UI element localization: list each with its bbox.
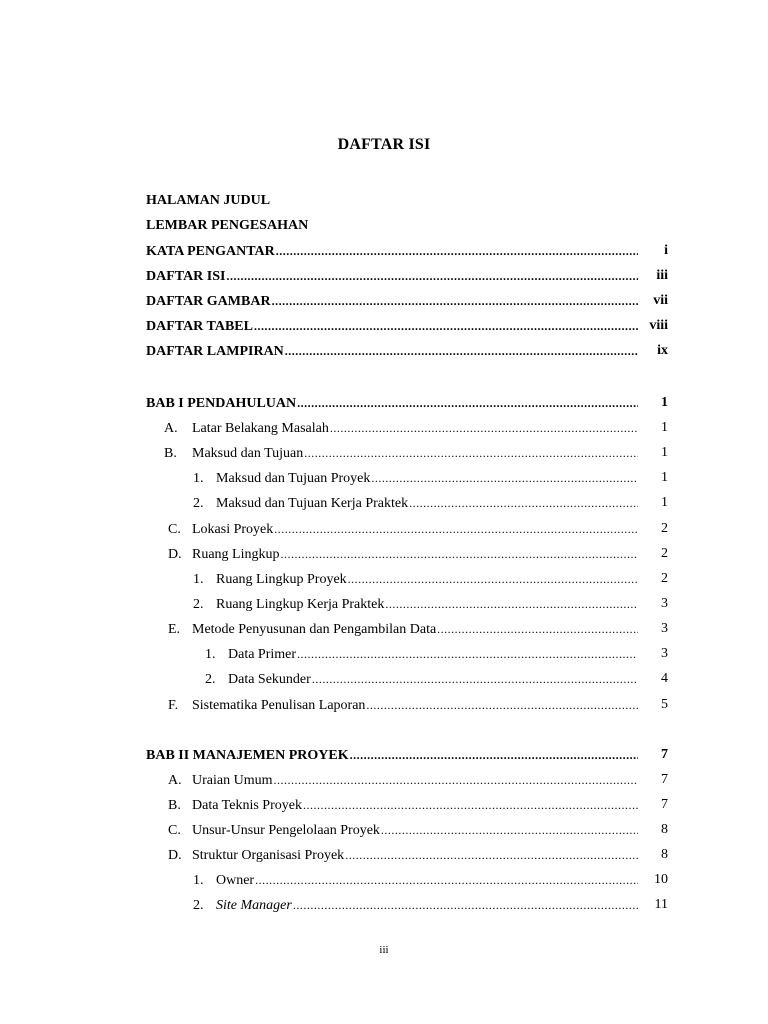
toc-entry-marker: C.: [168, 823, 181, 838]
toc-page-number: 1: [661, 495, 668, 510]
leader-dots: [272, 291, 638, 311]
toc-subentry[interactable]: [193, 468, 640, 488]
toc-entry-marker: 1.: [193, 572, 204, 587]
toc-entry-label: Maksud dan Tujuan Kerja Praktek: [216, 496, 409, 511]
leader-dots: [293, 895, 638, 915]
leader-dots: [304, 443, 638, 463]
leader-dots: [281, 544, 639, 564]
toc-page-number: 8: [661, 822, 668, 837]
leader-dots: [345, 845, 638, 865]
leader-dots: [312, 669, 638, 689]
leader-dots: [276, 241, 638, 261]
toc-entry-label: HALAMAN JUDUL: [146, 193, 271, 208]
toc-entry-marker: A.: [168, 773, 182, 788]
toc-entry-daftar-gambar[interactable]: [146, 291, 640, 311]
leader-dots: [297, 644, 636, 664]
leader-dots: [285, 341, 638, 361]
toc-entry-marker: 2.: [193, 496, 204, 511]
page-footer-number: iii: [379, 944, 389, 956]
toc-entry[interactable]: [168, 619, 640, 639]
toc-chapter-bab-2[interactable]: [146, 745, 640, 765]
toc-entry-label: Ruang Lingkup Proyek: [216, 572, 347, 587]
toc-page-number: 1: [661, 470, 668, 485]
toc-entry-marker: D.: [168, 547, 182, 562]
toc-entry-label: LEMBAR PENGESAHAN: [146, 218, 309, 233]
leader-dots: [409, 493, 638, 513]
leader-dots: [255, 870, 638, 890]
toc-entry[interactable]: [164, 418, 640, 438]
toc-entry-label: Latar Belakang Masalah: [192, 421, 329, 436]
leader-dots: [303, 795, 638, 815]
toc-page-number: 1: [661, 395, 668, 410]
toc-page-number: 3: [661, 596, 668, 611]
toc-page-number: 1: [661, 420, 668, 435]
toc-entry-marker: E.: [168, 622, 181, 637]
toc-entry-kata-pengantar[interactable]: [146, 241, 640, 261]
toc-subentry[interactable]: [193, 493, 640, 513]
toc-entry-label: Lokasi Proyek: [192, 522, 274, 537]
toc-page-number: 7: [661, 772, 668, 787]
toc-page-number: iii: [656, 268, 668, 283]
leader-dots: [297, 393, 638, 413]
toc-entry[interactable]: [168, 544, 640, 564]
toc-entry-label: DAFTAR TABEL: [146, 319, 253, 334]
toc-subentry[interactable]: [205, 644, 638, 664]
toc-page-number: 8: [661, 847, 668, 862]
toc-page-number: 3: [661, 621, 668, 636]
toc-page-number: 5: [661, 697, 668, 712]
leader-dots: [330, 418, 638, 438]
toc-page-number: 2: [661, 546, 668, 561]
toc-entry-label: Owner: [216, 873, 255, 888]
toc-entry-label: Data Primer: [228, 647, 297, 662]
toc-entry-marker: A.: [164, 421, 178, 436]
toc-subentry[interactable]: [193, 569, 640, 589]
leader-dots: [381, 820, 638, 840]
toc-page-number: 2: [661, 521, 668, 536]
toc-page-number: 3: [661, 646, 668, 661]
leader-dots: [350, 745, 638, 765]
toc-page-number: 11: [654, 897, 668, 912]
toc-entry-label: Ruang Lingkup: [192, 547, 280, 562]
toc-entry-label: KATA PENGANTAR: [146, 244, 275, 259]
toc-subentry[interactable]: [193, 594, 640, 614]
toc-page-number: 7: [661, 797, 668, 812]
toc-entry[interactable]: [164, 443, 640, 463]
leader-dots: [385, 594, 638, 614]
toc-entry-label: Sistematika Penulisan Laporan: [192, 698, 366, 713]
toc-entry-label: Struktur Organisasi Proyek: [192, 848, 345, 863]
toc-entry-label: DAFTAR LAMPIRAN: [146, 344, 284, 359]
toc-entry-label: DAFTAR ISI: [146, 269, 226, 284]
toc-entry[interactable]: [168, 695, 640, 715]
toc-entry-label: Metode Penyusunan dan Pengambilan Data: [192, 622, 437, 637]
toc-entry-marker: 2.: [205, 672, 216, 687]
toc-entry-label: Uraian Umum: [192, 773, 273, 788]
toc-page-number: 7: [661, 747, 668, 762]
toc-subentry[interactable]: [193, 870, 640, 890]
toc-entry-label: DAFTAR GAMBAR: [146, 294, 271, 309]
toc-page-number: ix: [657, 343, 668, 358]
leader-dots: [273, 770, 638, 790]
toc-entry-label: BAB II MANAJEMEN PROYEK: [146, 748, 349, 763]
page-title: DAFTAR ISI: [337, 136, 431, 153]
toc-entry-label: Maksud dan Tujuan Proyek: [216, 471, 371, 486]
leader-dots: [366, 695, 638, 715]
toc-entry[interactable]: [168, 820, 640, 840]
toc-entry-label: Unsur-Unsur Pengelolaan Proyek: [192, 823, 380, 838]
toc-entry-marker: 2.: [193, 597, 204, 612]
toc-entry-label: Maksud dan Tujuan: [192, 446, 304, 461]
toc-page-number: viii: [649, 318, 668, 333]
toc-entry-daftar-lampiran[interactable]: [146, 341, 640, 361]
toc-entry[interactable]: [168, 770, 640, 790]
toc-entry-label: Site Manager: [216, 898, 292, 913]
toc-subentry[interactable]: [205, 669, 640, 689]
toc-entry-marker: B.: [164, 446, 177, 461]
toc-entry-marker: 1.: [193, 471, 204, 486]
toc-page-number: 4: [661, 671, 668, 686]
toc-entry-label: Data Teknis Proyek: [192, 798, 302, 813]
toc-entry-marker: C.: [168, 522, 181, 537]
toc-entry-label: BAB I PENDAHULUAN: [146, 396, 297, 411]
toc-page-number: 10: [654, 872, 668, 887]
toc-entry[interactable]: [168, 519, 640, 539]
toc-entry-marker: F.: [168, 698, 179, 713]
toc-entry-label: Ruang Lingkup Kerja Praktek: [216, 597, 385, 612]
toc-page-number: vii: [653, 293, 668, 308]
toc-entry-marker: D.: [168, 848, 182, 863]
toc-entry-marker: 1.: [193, 873, 204, 888]
toc-entry-marker: 2.: [193, 898, 204, 913]
leader-dots: [254, 316, 638, 336]
leader-dots: [274, 519, 638, 539]
toc-entry[interactable]: [168, 795, 640, 815]
toc-entry-daftar-isi[interactable]: [146, 266, 640, 286]
toc-chapter-bab-1[interactable]: [146, 393, 640, 413]
toc-entry[interactable]: [168, 845, 640, 865]
toc-subentry[interactable]: [193, 895, 640, 915]
leader-dots: [226, 266, 638, 286]
toc-entry-daftar-tabel[interactable]: [146, 316, 640, 336]
leader-dots: [371, 468, 638, 488]
toc-entry-marker: 1.: [205, 647, 216, 662]
toc-entry-label: Data Sekunder: [228, 672, 311, 687]
toc-page-number: 2: [661, 571, 668, 586]
toc-page-number: 1: [661, 445, 668, 460]
toc-page-number: i: [664, 243, 668, 258]
leader-dots: [348, 569, 638, 589]
leader-dots: [437, 619, 638, 639]
toc-entry-marker: B.: [168, 798, 181, 813]
